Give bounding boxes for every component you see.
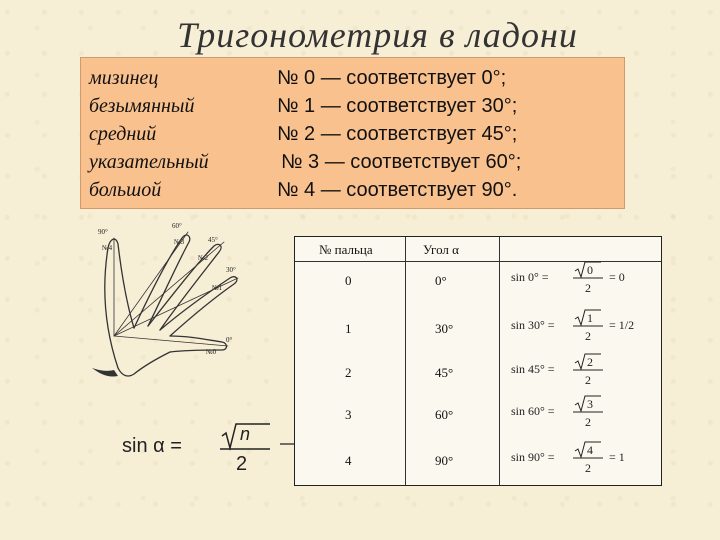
sine-denominator: 2 (585, 461, 591, 475)
table-cell-angle: 45° (435, 365, 454, 380)
angle-label: 90° (98, 228, 108, 236)
table-cell-finger-number: 0 (345, 273, 352, 288)
ring-finger-outline (160, 277, 237, 336)
formula-lhs: sin α = (122, 435, 182, 457)
table-cell-finger-number: 1 (345, 321, 352, 336)
table-cell-finger-number: 4 (345, 453, 352, 468)
slide-title: Тригонометрия в ладони (177, 15, 578, 55)
palm-outline (118, 352, 170, 376)
sine-result: = 1/2 (609, 318, 635, 332)
finger-names (89, 64, 209, 204)
sine-denominator: 2 (585, 281, 591, 295)
sine-expression: sin 30° = (511, 318, 555, 332)
middle-finger-outline (148, 244, 221, 330)
sine-formula (120, 418, 300, 478)
correspondence-line: № 1 — соответствует 30°; (277, 95, 518, 117)
finger-number-label: №4 (102, 244, 113, 252)
correspondence-line: № 2 — соответствует 45°; (277, 123, 518, 145)
sine-expression: sin 0° = (511, 270, 549, 284)
sine-expression: sin 60° = (511, 404, 555, 418)
finger-name: мизинец (89, 67, 159, 89)
hand-illustration (78, 218, 253, 388)
column-header-finger: № пальца (319, 242, 373, 257)
formula-radicand: n (240, 424, 251, 444)
angle-label: 60° (172, 222, 182, 230)
finger-name: средний (89, 123, 157, 145)
column-header-angle: Угол α (423, 242, 459, 257)
correspondence-line: № 4 — соответствует 90°. (277, 179, 518, 201)
angle-label: 45° (208, 236, 218, 244)
sine-result: = 1 (609, 450, 625, 464)
finger-number-label: №1 (212, 284, 223, 292)
thumb-outline (105, 239, 134, 368)
angle-label: 30° (226, 266, 236, 274)
wrist-shadow (92, 368, 118, 377)
sine-denominator: 2 (585, 415, 591, 429)
formula-denominator: 2 (236, 453, 248, 475)
index-finger-outline (134, 235, 190, 328)
finger-name: безымянный (89, 95, 195, 117)
table-cell-sine-formula (507, 259, 657, 299)
correspondence-line: № 3 — соответствует 60°; (281, 151, 522, 173)
table-cell-sine-formula (507, 307, 657, 347)
sine-denominator: 2 (585, 329, 591, 343)
angle-correspondences (277, 64, 521, 204)
sine-radicand: 2 (587, 355, 593, 369)
finger-number-label: №2 (198, 254, 209, 262)
table-cell-angle: 30° (435, 321, 454, 336)
sine-expression: sin 45° = (511, 362, 555, 376)
table-cell-sine-formula (507, 439, 657, 479)
sine-radicand: 4 (587, 443, 593, 457)
table-cell-finger-number: 2 (345, 365, 352, 380)
table-cell-angle: 90° (435, 453, 454, 468)
sine-result: = 0 (609, 270, 625, 284)
table-cell-angle: 60° (435, 407, 454, 422)
sine-expression: sin 90° = (511, 450, 555, 464)
sine-radicand: 3 (587, 397, 593, 411)
finger-correspondence-box (80, 57, 625, 209)
sine-radicand: 1 (587, 311, 593, 325)
sine-values-table (294, 236, 662, 486)
finger-name: указательный (89, 151, 209, 173)
finger-number-label: №0 (206, 348, 217, 356)
finger-name: большой (89, 179, 162, 201)
table-cell-finger-number: 3 (345, 407, 352, 422)
sine-denominator: 2 (585, 373, 591, 387)
table-cell-sine-formula (507, 351, 657, 391)
correspondence-line: № 0 — соответствует 0°; (277, 67, 507, 89)
angle-label: 0° (226, 336, 233, 344)
finger-number-label: №3 (174, 238, 185, 246)
sine-radicand: 0 (587, 263, 593, 277)
table-cell-angle: 0° (435, 273, 447, 288)
pinky-outline (170, 336, 227, 352)
table-cell-sine-formula (507, 393, 657, 433)
